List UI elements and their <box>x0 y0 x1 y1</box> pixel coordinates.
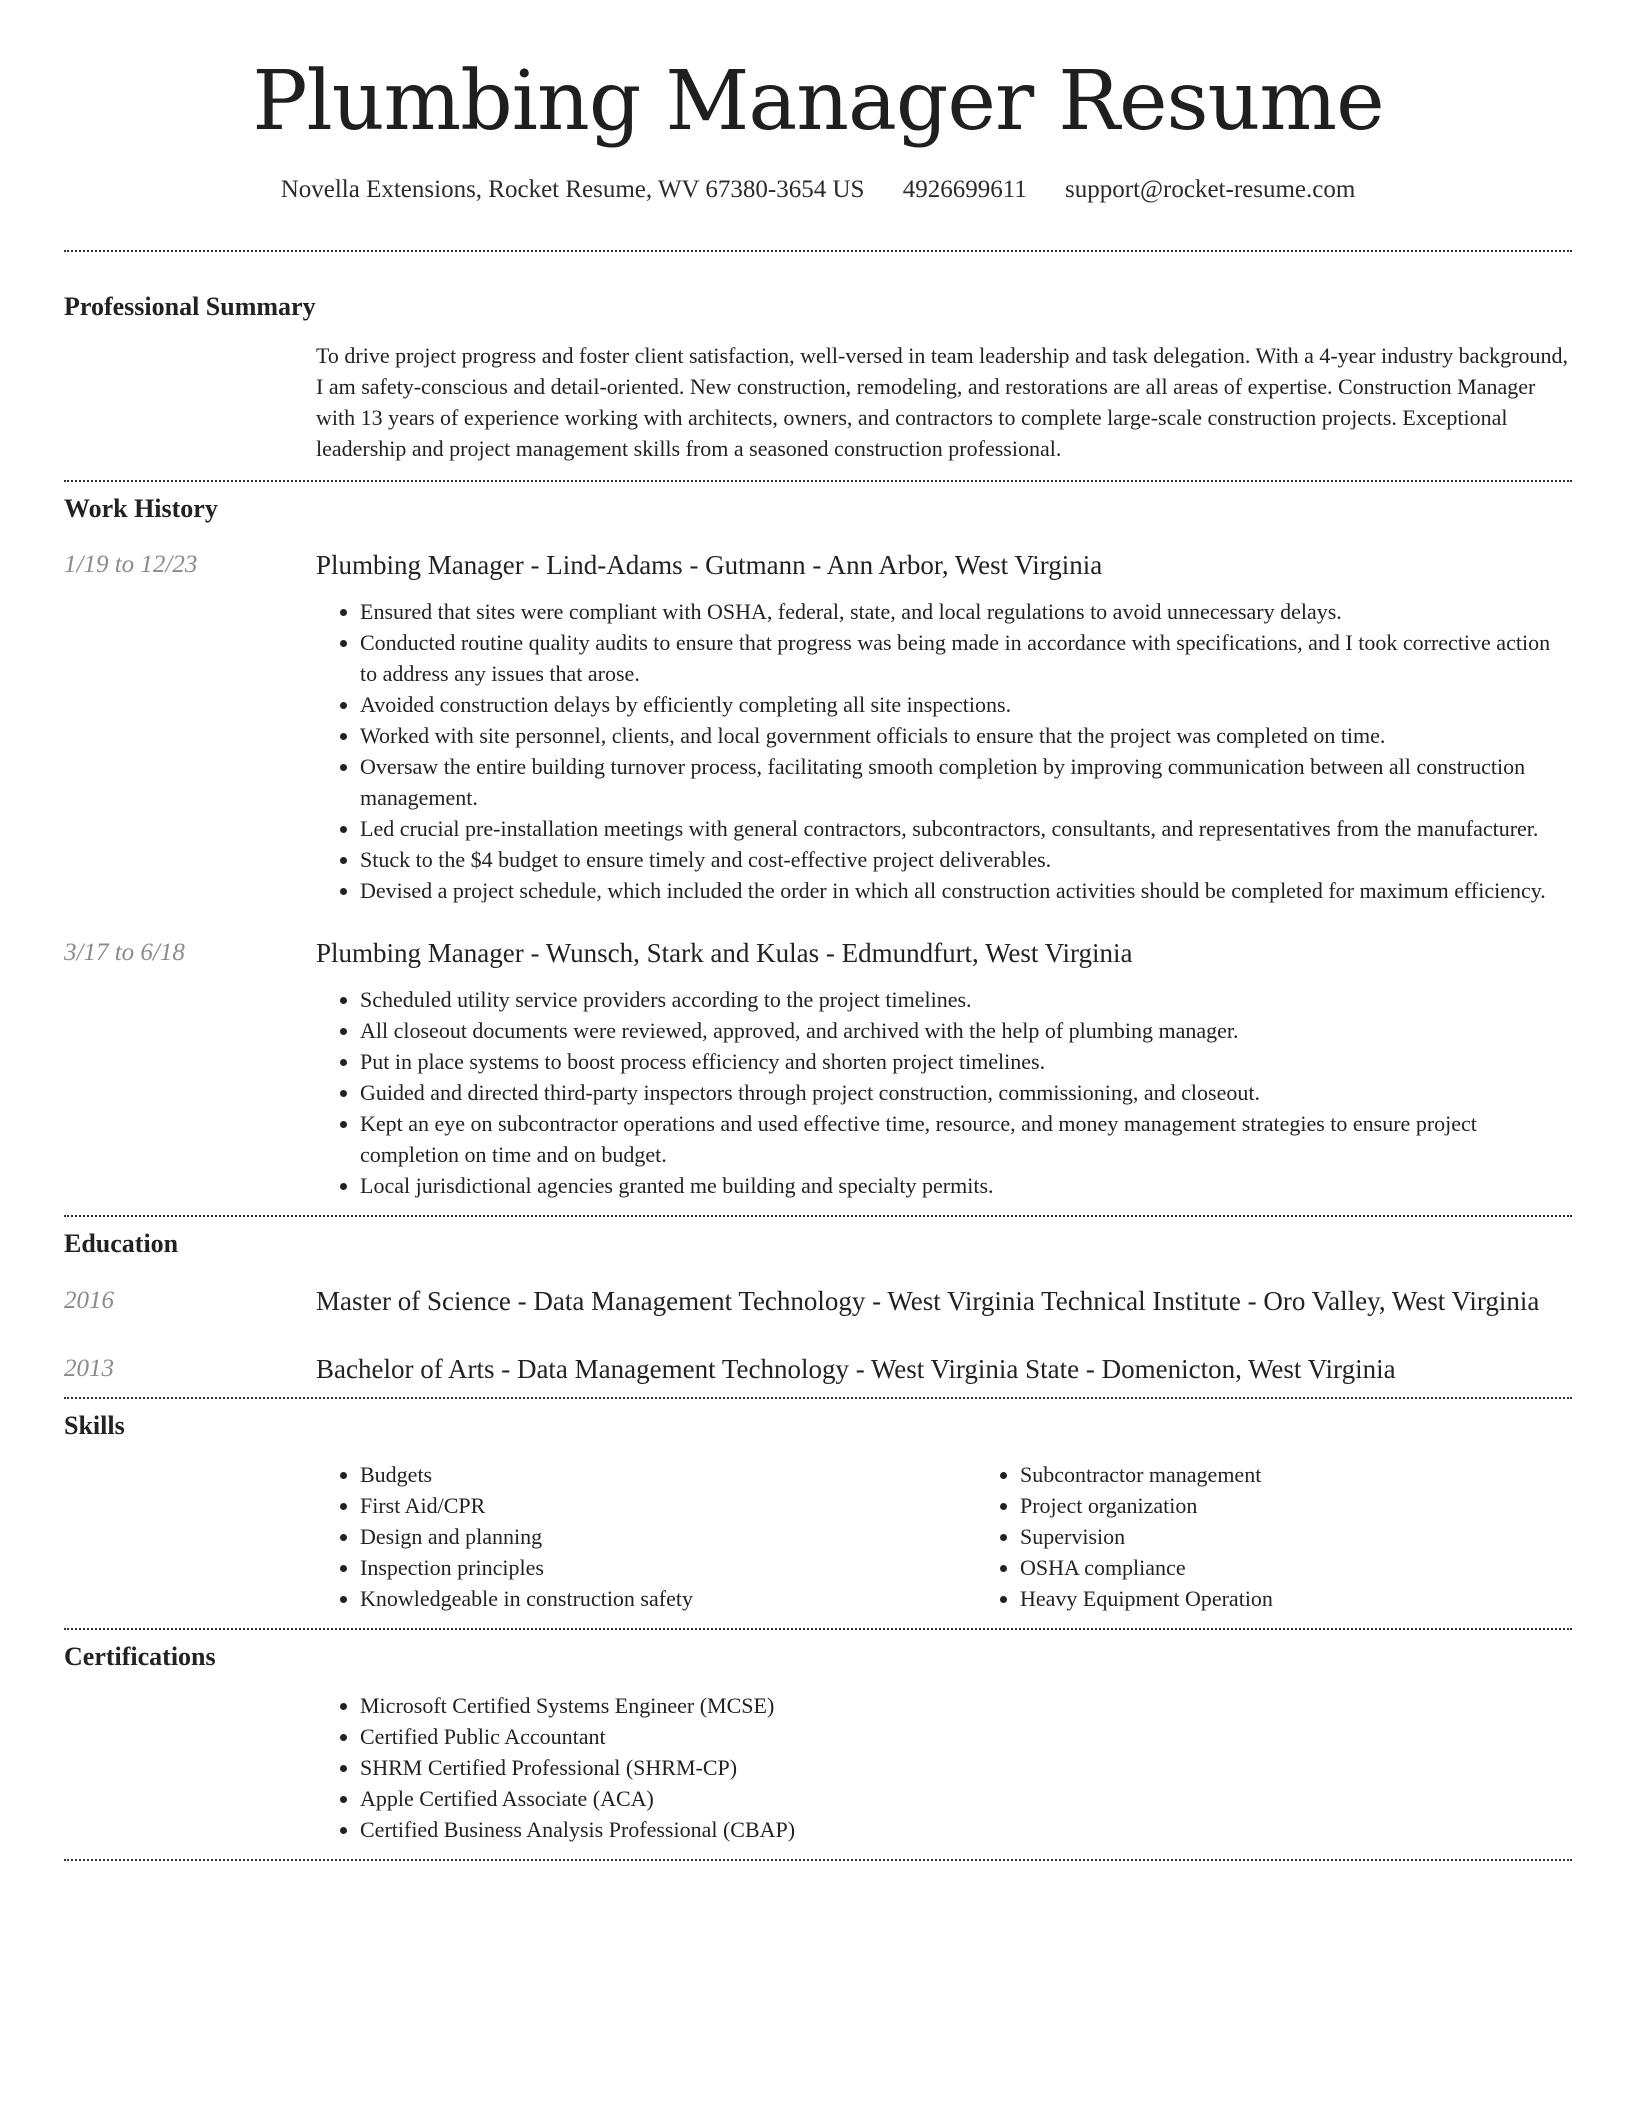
education-heading: Education <box>64 1229 179 1258</box>
contact-phone: 4926699611 <box>902 176 1027 203</box>
contact-line <box>64 176 1572 204</box>
certification-item: • Apple Certified Associate (ACA) <box>360 1783 1572 1814</box>
list-item: • All closeout documents were reviewed, approved, and archived with the help of plumbing manager. <box>360 1015 1572 1046</box>
job-entry <box>64 548 1572 906</box>
education-entry <box>64 1283 1572 1319</box>
job-bullets <box>316 596 1572 906</box>
list-item: • Worked with site personnel, clients, and local government officials to ensure that the project was completed on time. <box>360 720 1572 751</box>
skills-heading: Skills <box>64 1411 125 1440</box>
education-year: 2016 <box>64 1287 114 1314</box>
job-bullets <box>316 984 1572 1201</box>
job-title: Plumbing Manager - Wunsch, Stark and Kulas - Edmundfurt, West Virginia <box>316 938 1133 968</box>
job-dates: 1/19 to 12/23 <box>64 551 198 578</box>
skills-section <box>64 1411 1572 1614</box>
job-title: Plumbing Manager - Lind-Adams - Gutmann - Ann Arbor, West Virginia <box>316 550 1103 580</box>
divider <box>64 480 1572 482</box>
skill-item: • Knowledgeable in construction safety <box>360 1583 976 1614</box>
skill-item: • First Aid/CPR <box>360 1490 976 1521</box>
summary-section <box>64 292 1572 464</box>
education-section <box>64 1229 1572 1387</box>
education-year: 2013 <box>64 1355 114 1382</box>
skills-list-left <box>316 1459 976 1614</box>
list-item: • Oversaw the entire building turnover process, facilitating smooth completion by improving communication between all construction management. <box>360 751 1572 813</box>
divider <box>64 1397 1572 1399</box>
certifications-list <box>316 1690 1572 1845</box>
education-entry <box>64 1351 1572 1387</box>
work-section <box>64 494 1572 1201</box>
summary-heading: Professional Summary <box>64 292 316 321</box>
skills-list-right <box>976 1459 1632 1614</box>
list-item: • Ensured that sites were compliant with OSHA, federal, state, and local regulations to avoid unnecessary delays. <box>360 596 1572 627</box>
skill-item: • OSHA compliance <box>1020 1552 1632 1583</box>
divider <box>64 1628 1572 1630</box>
divider <box>64 1859 1572 1861</box>
job-dates: 3/17 to 6/18 <box>64 939 185 966</box>
resume-title: Plumbing Manager Resume <box>252 54 1384 149</box>
summary-text: To drive project progress and foster client satisfaction, well-versed in team leadership and task delegation. With a 4-year industry background, I am safety-conscious and detail-oriented. New construction, remodeling, and restorations are all areas of expertise. Construction Manager with 13 years of experience working with architects, owners, and contractors to complete large-scale construction projects. Exceptional leadership and project management skills from a seasoned construction professional. <box>316 343 1568 461</box>
contact-email: support@rocket-resume.com <box>1065 176 1356 203</box>
divider <box>64 1215 1572 1217</box>
list-item: • Local jurisdictional agencies granted me building and specialty permits. <box>360 1170 1572 1201</box>
education-title: Master of Science - Data Management Technology - West Virginia Technical Institute - Oro Valley, West Virginia <box>316 1286 1540 1316</box>
list-item: • Conducted routine quality audits to ensure that progress was being made in accordance with specifications, and I took corrective action to address any issues that arose. <box>360 627 1572 689</box>
skill-item: • Subcontractor management <box>1020 1459 1632 1490</box>
list-item: • Stuck to the $4 budget to ensure timely and cost-effective project deliverables. <box>360 844 1572 875</box>
skill-item: • Supervision <box>1020 1521 1632 1552</box>
certifications-heading: Certifications <box>64 1642 216 1671</box>
skill-item: • Heavy Equipment Operation <box>1020 1583 1632 1614</box>
skill-item: • Inspection principles <box>360 1552 976 1583</box>
list-item: • Guided and directed third-party inspectors through project construction, commissioning, and closeout. <box>360 1077 1572 1108</box>
divider <box>64 250 1572 252</box>
work-heading: Work History <box>64 494 218 523</box>
education-title: Bachelor of Arts - Data Management Technology - West Virginia State - Domenicton, West Virginia <box>316 1354 1396 1384</box>
list-item: • Led crucial pre-installation meetings with general contractors, subcontractors, consultants, and representatives from the manufacturer. <box>360 813 1572 844</box>
list-item: • Avoided construction delays by efficiently completing all site inspections. <box>360 689 1572 720</box>
certification-item: • SHRM Certified Professional (SHRM-CP) <box>360 1752 1572 1783</box>
list-item: • Kept an eye on subcontractor operations and used effective time, resource, and money management strategies to ensure project completion on time and on budget. <box>360 1108 1572 1170</box>
list-item: • Put in place systems to boost process efficiency and shorten project timelines. <box>360 1046 1572 1077</box>
certification-item: • Certified Public Accountant <box>360 1721 1572 1752</box>
skill-item: • Budgets <box>360 1459 976 1490</box>
certification-item: • Microsoft Certified Systems Engineer (MCSE) <box>360 1690 1572 1721</box>
contact-address: Novella Extensions, Rocket Resume, WV 67380-3654 US <box>280 176 865 203</box>
resume-page <box>64 0 1572 1861</box>
list-item: • Devised a project schedule, which included the order in which all construction activities should be completed for maximum efficiency. <box>360 875 1572 906</box>
list-item: • Scheduled utility service providers according to the project timelines. <box>360 984 1572 1015</box>
skill-item: • Design and planning <box>360 1521 976 1552</box>
certification-item: • Certified Business Analysis Professional (CBAP) <box>360 1814 1572 1845</box>
job-entry <box>64 936 1572 1201</box>
skill-item: • Project organization <box>1020 1490 1632 1521</box>
certifications-section <box>64 1642 1572 1845</box>
